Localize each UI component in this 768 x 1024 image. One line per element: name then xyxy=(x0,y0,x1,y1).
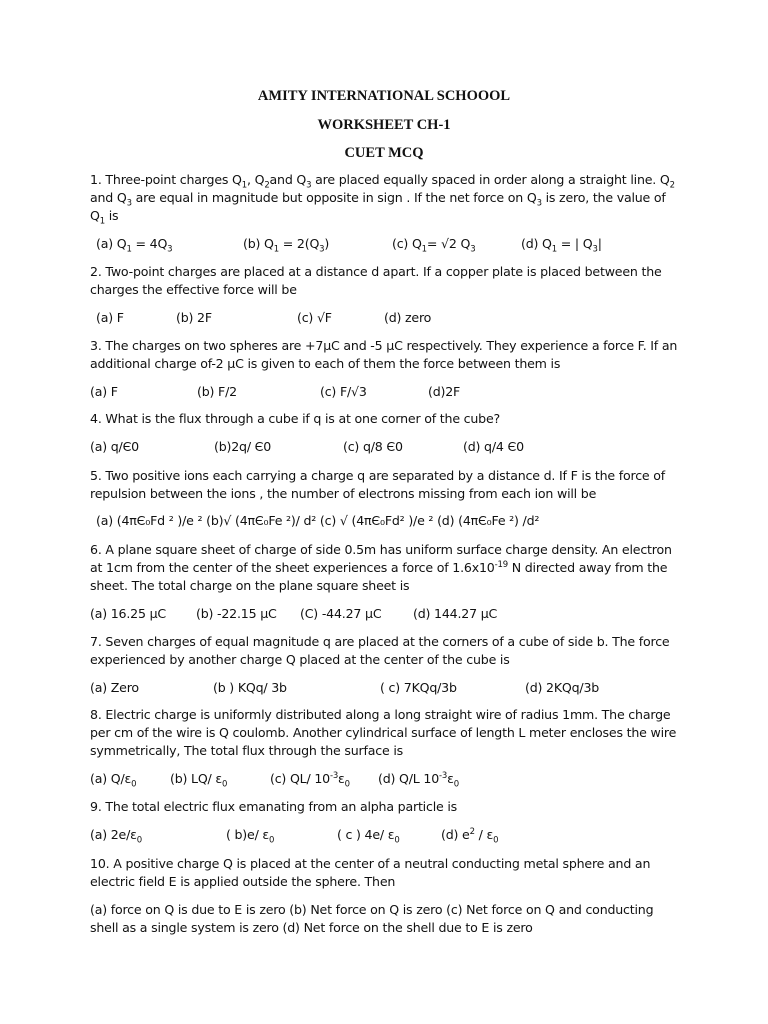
question-9-options xyxy=(90,826,680,844)
option-a: (a) q/Є0 xyxy=(90,439,139,454)
question-10-stem: 10. A positive charge Q is placed at the center of a neutral conducting metal sphere and an electric field E is applied outside the sphere. Then xyxy=(90,856,651,889)
question-3-options xyxy=(90,383,680,401)
option-a: (a) Zero xyxy=(90,680,139,695)
option-b: (b) 2F xyxy=(176,310,212,325)
option-d: (d) $Q_1$ = | $Q_3|$ xyxy=(521,236,602,255)
option-c: (c) F/√3 xyxy=(320,384,367,399)
worksheet-subtitle: CUET MCQ xyxy=(344,145,424,161)
option-b: (b ) KQq/ 3b xyxy=(213,680,287,695)
question-4-options xyxy=(90,438,680,456)
question-2-options xyxy=(90,309,680,327)
question-5-options xyxy=(90,512,680,530)
option-d: (d) $e^2 / \varepsilon_0$ xyxy=(441,826,499,846)
option-d: (d) Q/L $10^{-3}\varepsilon_0$ xyxy=(378,770,459,790)
option-c: (c) q/8 Є0 xyxy=(343,439,403,454)
option-a: (a) $Q_1 = 4Q_3$ xyxy=(96,236,173,255)
question-7-options xyxy=(90,679,680,697)
option-b: ( b)e/ $\varepsilon_0$ xyxy=(226,827,275,846)
option-a: (a) F xyxy=(90,384,118,399)
option-b: (b) $Q_1 = 2(Q_3)$ xyxy=(243,236,330,255)
option-b: (b)2q/ Є0 xyxy=(214,439,272,454)
question-10-options: (a) force on Q is due to E is zero (b) Net force on Q is zero (c) Net force on Q and conducting shell as a single system is zero (d) Net force on the shell due to E is zero xyxy=(90,902,654,935)
question-1-options xyxy=(90,235,680,253)
option-a: (a) 16.25 μC xyxy=(90,606,167,621)
option-d: (d) zero xyxy=(384,310,432,325)
option-b: (b) F/2 xyxy=(197,384,237,399)
question-7-stem: 7. Seven charges of equal magnitude q are placed at the corners of a cube of side b. The force experienced by another charge Q placed at the center of the cube is xyxy=(90,634,670,667)
question-3-stem: 3. The charges on two spheres are +7μC and -5 μC respectively. They experience a force F. If an additional charge of-2 μC is given to each of them the force between them is xyxy=(90,338,678,371)
question-8-options xyxy=(90,770,680,788)
option-c: (c) QL/ $10^{-3}\varepsilon_0$ xyxy=(270,770,350,790)
question-6-options xyxy=(90,605,680,623)
option-d: (d) 144.27 μC xyxy=(413,606,498,621)
option-d: (d)2F xyxy=(428,384,461,399)
option-d: (d) q/4 Є0 xyxy=(463,439,524,454)
option-c: (C) -44.27 μC xyxy=(300,606,382,621)
option-d: (d) 2KQq/3b xyxy=(525,680,600,695)
question-8-stem: 8. Electric charge is uniformly distributed along a long straight wire of radius 1mm. The charge per cm of the wire is Q coulomb. Another cylindrical surface of length L meter encloses the wire symmetrically, The total flux through the surface is xyxy=(90,707,677,758)
option-c: ( c) 7KQq/3b xyxy=(380,680,457,695)
question-5-stem: 5. Two positive ions each carrying a charge q are separated by a distance d. If F is the force of repulsion between the ions , the number of electrons missing from each ion will be xyxy=(90,468,666,501)
school-name: AMITY INTERNATIONAL SCHOOOL xyxy=(257,88,511,104)
question-4-stem: 4. What is the flux through a cube if q is at one corner of the cube? xyxy=(90,411,501,426)
question-9-stem: 9. The total electric flux emanating from an alpha particle is xyxy=(90,799,458,814)
question-1-stem: 1. Three-point charges $Q_1$, $Q_2and$ $Q_3$ are placed equally spaced in order along a straight line. $Q_2$ and $Q_3$ are equal in magnitude but opposite in sign . If the net force on $Q_3$ is zero, the value of $Q_1$ is xyxy=(90,172,675,227)
option-c: (c) $Q_1= √2$ $Q_3$ xyxy=(392,236,476,255)
option-b: (b) -22.15 μC xyxy=(196,606,277,621)
option-a: (a) $Q/\varepsilon_0$ xyxy=(90,771,137,790)
option-a: (a) $2e/\varepsilon_0$ xyxy=(90,827,142,846)
question-6-stem: 6. A plane square sheet of charge of side 0.5m has uniform surface charge density. An electron at 1cm from the center of the sheet experiences a force of $1.6x10^{-19}$ N directed away from the sheet. The total charge on the plane square sheet is xyxy=(90,542,672,593)
option-c: (c) √F xyxy=(297,310,332,325)
options-line: (a) (4πЄ₀Fd ² )/e ² (b)√ (4πЄ₀Fe ²)/ d² (c) √ (4πЄ₀Fd² )/e ² (d) (4πЄ₀Fe ²) /d² xyxy=(96,513,540,528)
option-b: (b) LQ/ $\varepsilon_0$ xyxy=(170,771,228,790)
option-c: ( c ) 4e/ $\varepsilon_0$ xyxy=(337,827,400,846)
question-2-stem: 2. Two-point charges are placed at a distance d apart. If a copper plate is placed between the charges the effective force will be xyxy=(90,264,662,297)
option-a: (a) F xyxy=(96,310,124,325)
worksheet-title: WORKSHEET CH-1 xyxy=(317,117,451,133)
